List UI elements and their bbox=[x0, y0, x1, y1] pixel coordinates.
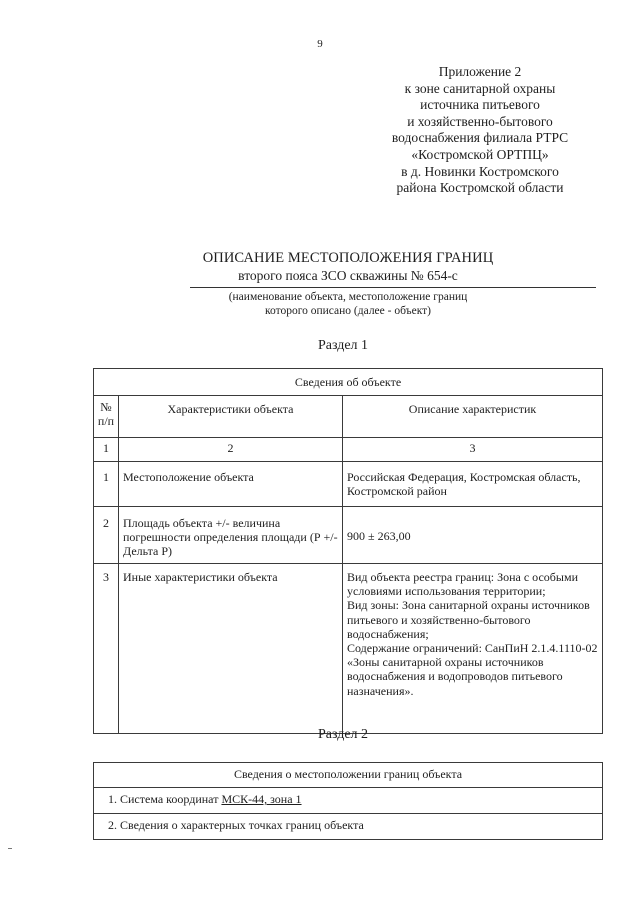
appendix-line: «Костромской ОРТПЦ» bbox=[411, 146, 549, 162]
table-title: Сведения об объекте bbox=[94, 369, 603, 396]
page-number: 9 bbox=[317, 38, 323, 50]
coordinate-system-label: 1. Система координат bbox=[108, 792, 222, 806]
row-description: 900 ± 263,00 bbox=[343, 507, 603, 564]
row-characteristic: Иные характеристики объекта bbox=[119, 564, 343, 734]
note-line: (наименование объекта, местоположение границ bbox=[228, 291, 468, 303]
description-line: Содержание ограничений: СанПиН 2.1.4.1110-02 «Зоны санитарной охраны источников водоснабжения и водопроводов питьевого назначения». bbox=[347, 641, 598, 698]
table-row bbox=[94, 507, 603, 564]
appendix-line: водоснабжения филиала РТРС bbox=[391, 130, 569, 146]
appendix-line: источника питьевого bbox=[420, 97, 540, 113]
title-underline bbox=[190, 287, 596, 288]
row-number: 1 bbox=[94, 462, 119, 507]
column-index: 2 bbox=[119, 438, 343, 462]
appendix-line: района Костромской области bbox=[396, 180, 564, 196]
table-row bbox=[94, 814, 603, 840]
row-characteristic: Площадь объекта +/- величина погрешности определения площади (Р +/- Дельта Р) bbox=[119, 507, 343, 564]
table-row bbox=[94, 462, 603, 507]
description-line: Вид объекта реестра границ: Зона с особыми условиями использования территории; bbox=[347, 570, 578, 599]
row-number: 2 bbox=[94, 507, 119, 564]
document-title: ОПИСАНИЕ МЕСТОПОЛОЖЕНИЯ ГРАНИЦ bbox=[202, 250, 494, 266]
appendix-line: к зоне санитарной охраны bbox=[404, 80, 556, 96]
document-subtitle: второго пояса ЗСО скважины № 654-с bbox=[238, 268, 458, 283]
column-header-description: Описание характеристик bbox=[343, 396, 603, 438]
row-description: Российская Федерация, Костромская область, Костромской район bbox=[343, 462, 603, 507]
appendix-line: в д. Новинки Костромского bbox=[401, 163, 559, 179]
table-row bbox=[94, 564, 603, 734]
boundary-info-table bbox=[93, 762, 603, 840]
column-index: 3 bbox=[343, 438, 603, 462]
row-number: 3 bbox=[94, 564, 119, 734]
scan-mark bbox=[8, 848, 12, 849]
object-info-table bbox=[93, 368, 603, 734]
appendix-line: и хозяйственно-бытового bbox=[407, 113, 553, 129]
column-index: 1 bbox=[94, 438, 119, 462]
table-title: Сведения о местоположении границ объекта bbox=[94, 763, 603, 788]
row-description bbox=[343, 564, 603, 734]
note-line: которого описано (далее - объект) bbox=[264, 305, 432, 317]
document-note bbox=[190, 290, 506, 318]
coordinate-system-value: МСК-44, зона 1 bbox=[221, 792, 302, 806]
row-characteristic: Местоположение объекта bbox=[119, 462, 343, 507]
boundary-points-row: 2. Сведения о характерных точках границ объекта bbox=[94, 814, 603, 840]
column-header-characteristic: Характеристики объекта bbox=[119, 396, 343, 438]
column-header-number: № п/п bbox=[94, 396, 119, 438]
coordinate-system-row bbox=[94, 788, 603, 814]
table-row bbox=[94, 788, 603, 814]
section-1-heading: Раздел 1 bbox=[317, 338, 369, 353]
appendix-line: Приложение 2 bbox=[438, 64, 522, 79]
appendix-header bbox=[368, 64, 592, 197]
section-2-heading: Раздел 2 bbox=[317, 727, 369, 742]
description-line: Вид зоны: Зона санитарной охраны источников питьевого и хозяйственно-бытового водоснабжения; bbox=[347, 598, 590, 641]
